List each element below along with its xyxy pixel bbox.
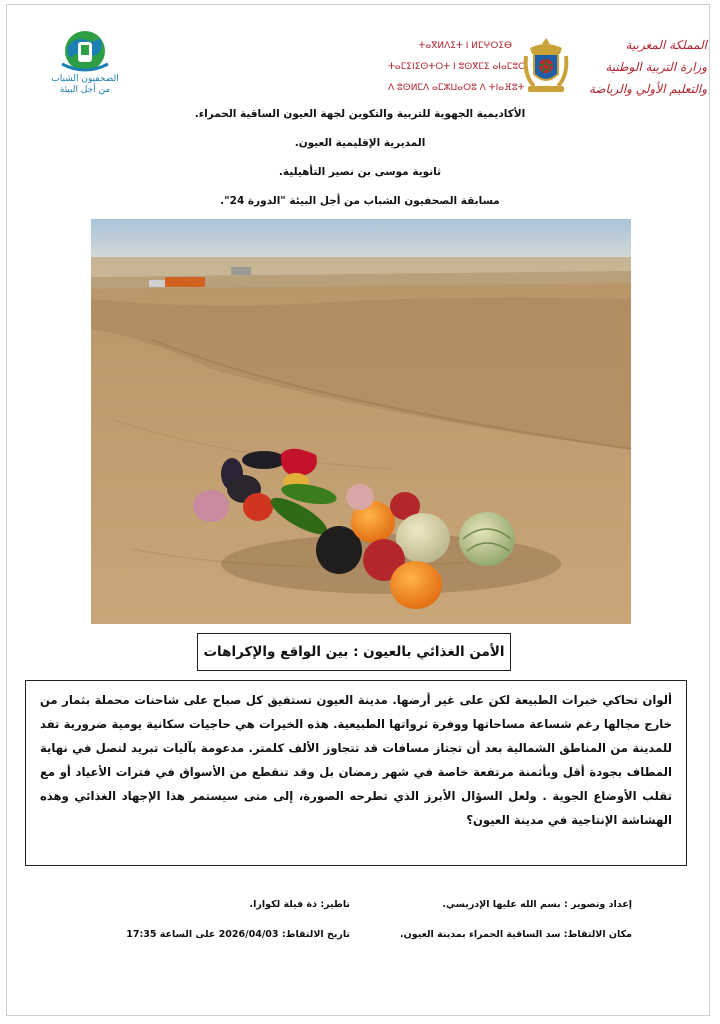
logo-caption-line1: الصحفيون الشباب [51,74,119,84]
supervisor-credit: تاطير: ذة فيلة لكوارا. [249,899,350,910]
school-line: ثانوية موسى بن نصير التأهيلية. [278,166,442,178]
ministry-line2: وزارة التربية الوطنية [605,60,707,74]
article-body: ألوان تحاكي خبرات الطبيعة لكن على غير أرضها. مدينة العيون تستفيق كل صباح على شاحنات محملة بثمار من خارج مجالها رغم شساعة مساحاتها ووفرة ثرواتها الطبيعية. هذه الخيرات هي حاجيات سكانية يومية ضرورية تفد للمدينة من المناطق الشمالية بعد أن تجتاز مسافات قد تتجاوز الألف كلمتر. مدعومة بآليات تبريد لتصل في نهاية المطاف بجودة أقل وبأثمنة مرتفعة خاصة في شهر رمضان بل وقد تنقطع من الأسواق في فترات الأعياد أو مع تقلب الأوضاع الجوية . ولعل السؤال الأبرز الذي تطرحه الصورة، إلى متى سيستمر هذا الإجهاد الغذائي وهذه الهشاشة الإنتاجية في مدينة العيون؟ [25,680,687,866]
author-credit: إعداد وتصوير : بسم الله عليها الإدريسي. [442,899,632,910]
capture-datetime: تاريخ الالتقاط: 2026/04/03 على الساعة 17:35 [126,929,350,940]
tifinagh-ministry-name [388,36,527,99]
academy-line: الأكاديمية الجهوية للتربية والتكوين لجهة العيون الساقية الحمراء. [194,108,526,120]
young-reporters-logo [40,28,130,98]
ministry-name-arabic [575,34,707,100]
institution-header [130,100,590,216]
capture-location: مكان الالتقاط: سد الساقية الحمراء بمدينة العيون. [400,929,632,940]
logo-caption-line2: من أجل البيئة [59,85,111,95]
tifinagh-line1: ⵜⴰⴳⵍⴷⵉⵜ ⵏ ⵍⵎⵖⵔⵉⴱ [418,41,512,51]
desert-produce-photo [91,219,631,624]
ministry-line1: المملكة المغربية [625,38,707,52]
competition-line: مسابقة الصحفيون الشباب من أجل البيئة "الدورة 24". [220,195,500,207]
tifinagh-line3: ⴷ ⵓⵙⵍⵎⴷ ⴰⵎⵣⵡⴰⵔⵓ ⴷ ⵜⵏⴰⴼⵓⵜ [388,83,525,93]
directorate-line: المديرية الإقليمية العيون. [294,137,426,149]
globe-hand-icon [54,28,116,74]
credits-left [100,890,350,950]
article-photo [91,219,631,624]
article-title: الأمن الغذائي بالعيون : بين الواقع والإكراهات [197,633,511,671]
credits-right [370,890,632,950]
tifinagh-line2: ⵜⴰⵎⵉⵏⵉⵙⵜⵔⵜ ⵏ ⵓⵙⴳⵎⵉ ⴰⵏⴰⵎⵓⵔ [388,62,527,72]
ministry-line3: والتعليم الأولي والرياضة [588,82,707,96]
royal-crest-icon [520,36,572,96]
